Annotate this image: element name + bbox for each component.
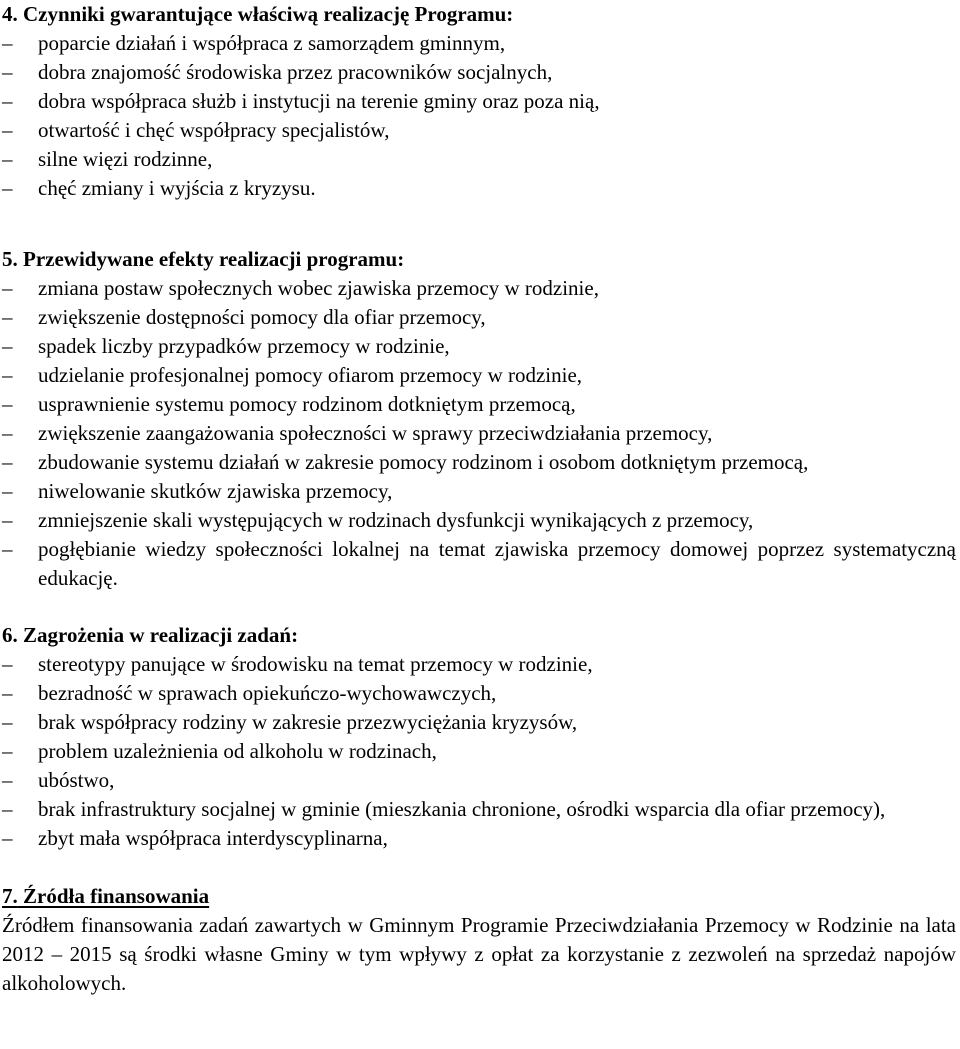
list-item-text: zbyt mała współpraca interdyscyplinarna,	[38, 826, 388, 850]
section-heading	[2, 882, 956, 911]
list-item	[2, 824, 956, 853]
list-item	[2, 448, 956, 477]
funding-paragraph: Źródłem finansowania zadań zawartych w Gminnym Programie Przeciwdziałania Przemocy w Rodzinie na lata 2012 – 2015 są środki własne Gminy w tym wpływy z opłat za korzystanie z zezwoleń na sprzedaż napojów alkoholowych.	[2, 913, 956, 995]
section-5	[2, 216, 956, 593]
dash-marker: –	[2, 363, 13, 387]
list-item-text: chęć zmiany i wyjścia z kryzysu.	[38, 176, 316, 200]
list-item	[2, 535, 956, 593]
section-heading	[2, 245, 956, 274]
list-item-text: poparcie działań i współpraca z samorządem gminnym,	[38, 31, 506, 55]
section-number: 7.	[2, 884, 18, 908]
dash-marker: –	[2, 797, 13, 821]
list-item-text: zmiana postaw społecznych wobec zjawiska przemocy w rodzinie,	[38, 276, 599, 300]
list-item	[2, 795, 956, 824]
spacer	[2, 216, 956, 245]
section-number: 6.	[2, 623, 18, 647]
list-item-text: zbudowanie systemu działań w zakresie pomocy rodzinom i osobom dotkniętym przemocą,	[38, 450, 809, 474]
dash-marker: –	[2, 31, 13, 55]
dash-marker: –	[2, 60, 13, 84]
list-item	[2, 116, 956, 145]
list-item	[2, 274, 956, 303]
list-item	[2, 145, 956, 174]
dash-marker: –	[2, 652, 13, 676]
section-6	[2, 607, 956, 853]
bullet-list	[2, 650, 956, 853]
list-item-text: brak infrastruktury socjalnej w gminie (mieszkania chronione, ośrodki wsparcia dla ofiar przemocy),	[38, 797, 886, 821]
dash-marker: –	[2, 276, 13, 300]
list-item	[2, 650, 956, 679]
list-item	[2, 708, 956, 737]
section-4	[2, 0, 956, 203]
list-item-text: silne więzi rodzinne,	[38, 147, 213, 171]
list-item	[2, 737, 956, 766]
list-item-text: ubóstwo,	[38, 768, 115, 792]
list-item-text: zwiększenie dostępności pomocy dla ofiar przemocy,	[38, 305, 486, 329]
dash-marker: –	[2, 681, 13, 705]
dash-marker: –	[2, 537, 13, 561]
section-number: 5.	[2, 247, 18, 271]
spacer	[2, 607, 956, 621]
list-item-text: bezradność w sprawach opiekuńczo-wychowawczych,	[38, 681, 497, 705]
list-item-text: spadek liczby przypadków przemocy w rodzinie,	[38, 334, 450, 358]
list-item-text: pogłębianie wiedzy społeczności lokalnej na temat zjawiska przemocy domowej poprzez systematyczną edukację.	[38, 537, 956, 590]
section-title: Zagrożenia w realizacji zadań:	[23, 623, 299, 647]
list-item-text: zmniejszenie skali występujących w rodzinach dysfunkcji wynikających z przemocy,	[38, 508, 754, 532]
bullet-list	[2, 29, 956, 203]
section-title: Przewidywane efekty realizacji programu:	[23, 247, 405, 271]
list-item	[2, 58, 956, 87]
spacer	[2, 868, 956, 882]
dash-marker: –	[2, 334, 13, 358]
bullet-list	[2, 274, 956, 593]
list-item-text: udzielanie profesjonalnej pomocy ofiarom przemocy w rodzinie,	[38, 363, 583, 387]
list-item-text: zwiększenie zaangażowania społeczności w sprawy przeciwdziałania przemocy,	[38, 421, 713, 445]
dash-marker: –	[2, 826, 13, 850]
section-number: 4.	[2, 2, 18, 26]
section-title: Czynniki gwarantujące właściwą realizację Programu:	[23, 2, 514, 26]
list-item-text: stereotypy panujące w środowisku na temat przemocy w rodzinie,	[38, 652, 593, 676]
list-item-text: otwartość i chęć współpracy specjalistów,	[38, 118, 390, 142]
dash-marker: –	[2, 479, 13, 503]
list-item-text: dobra znajomość środowiska przez pracowników socjalnych,	[38, 60, 553, 84]
list-item	[2, 29, 956, 58]
dash-marker: –	[2, 89, 13, 113]
dash-marker: –	[2, 176, 13, 200]
list-item	[2, 390, 956, 419]
list-item-text: brak współpracy rodziny w zakresie przezwyciężania kryzysów,	[38, 710, 578, 734]
list-item	[2, 679, 956, 708]
list-item	[2, 174, 956, 203]
dash-marker: –	[2, 421, 13, 445]
list-item	[2, 506, 956, 535]
dash-marker: –	[2, 508, 13, 532]
list-item	[2, 477, 956, 506]
list-item	[2, 419, 956, 448]
section-7	[2, 868, 956, 998]
list-item-text: niwelowanie skutków zjawiska przemocy,	[38, 479, 393, 503]
section-heading	[2, 0, 956, 29]
dash-marker: –	[2, 305, 13, 329]
dash-marker: –	[2, 392, 13, 416]
dash-marker: –	[2, 450, 13, 474]
section-heading	[2, 621, 956, 650]
dash-marker: –	[2, 710, 13, 734]
dash-marker: –	[2, 739, 13, 763]
section-title: Źródła finansowania	[23, 884, 210, 908]
list-item	[2, 303, 956, 332]
dash-marker: –	[2, 118, 13, 142]
list-item	[2, 361, 956, 390]
dash-marker: –	[2, 768, 13, 792]
list-item	[2, 766, 956, 795]
list-item-text: usprawnienie systemu pomocy rodzinom dotkniętym przemocą,	[38, 392, 576, 416]
list-item	[2, 332, 956, 361]
list-item-text: dobra współpraca służb i instytucji na terenie gminy oraz poza nią,	[38, 89, 600, 113]
list-item-text: problem uzależnienia od alkoholu w rodzinach,	[38, 739, 437, 763]
dash-marker: –	[2, 147, 13, 171]
list-item	[2, 87, 956, 116]
